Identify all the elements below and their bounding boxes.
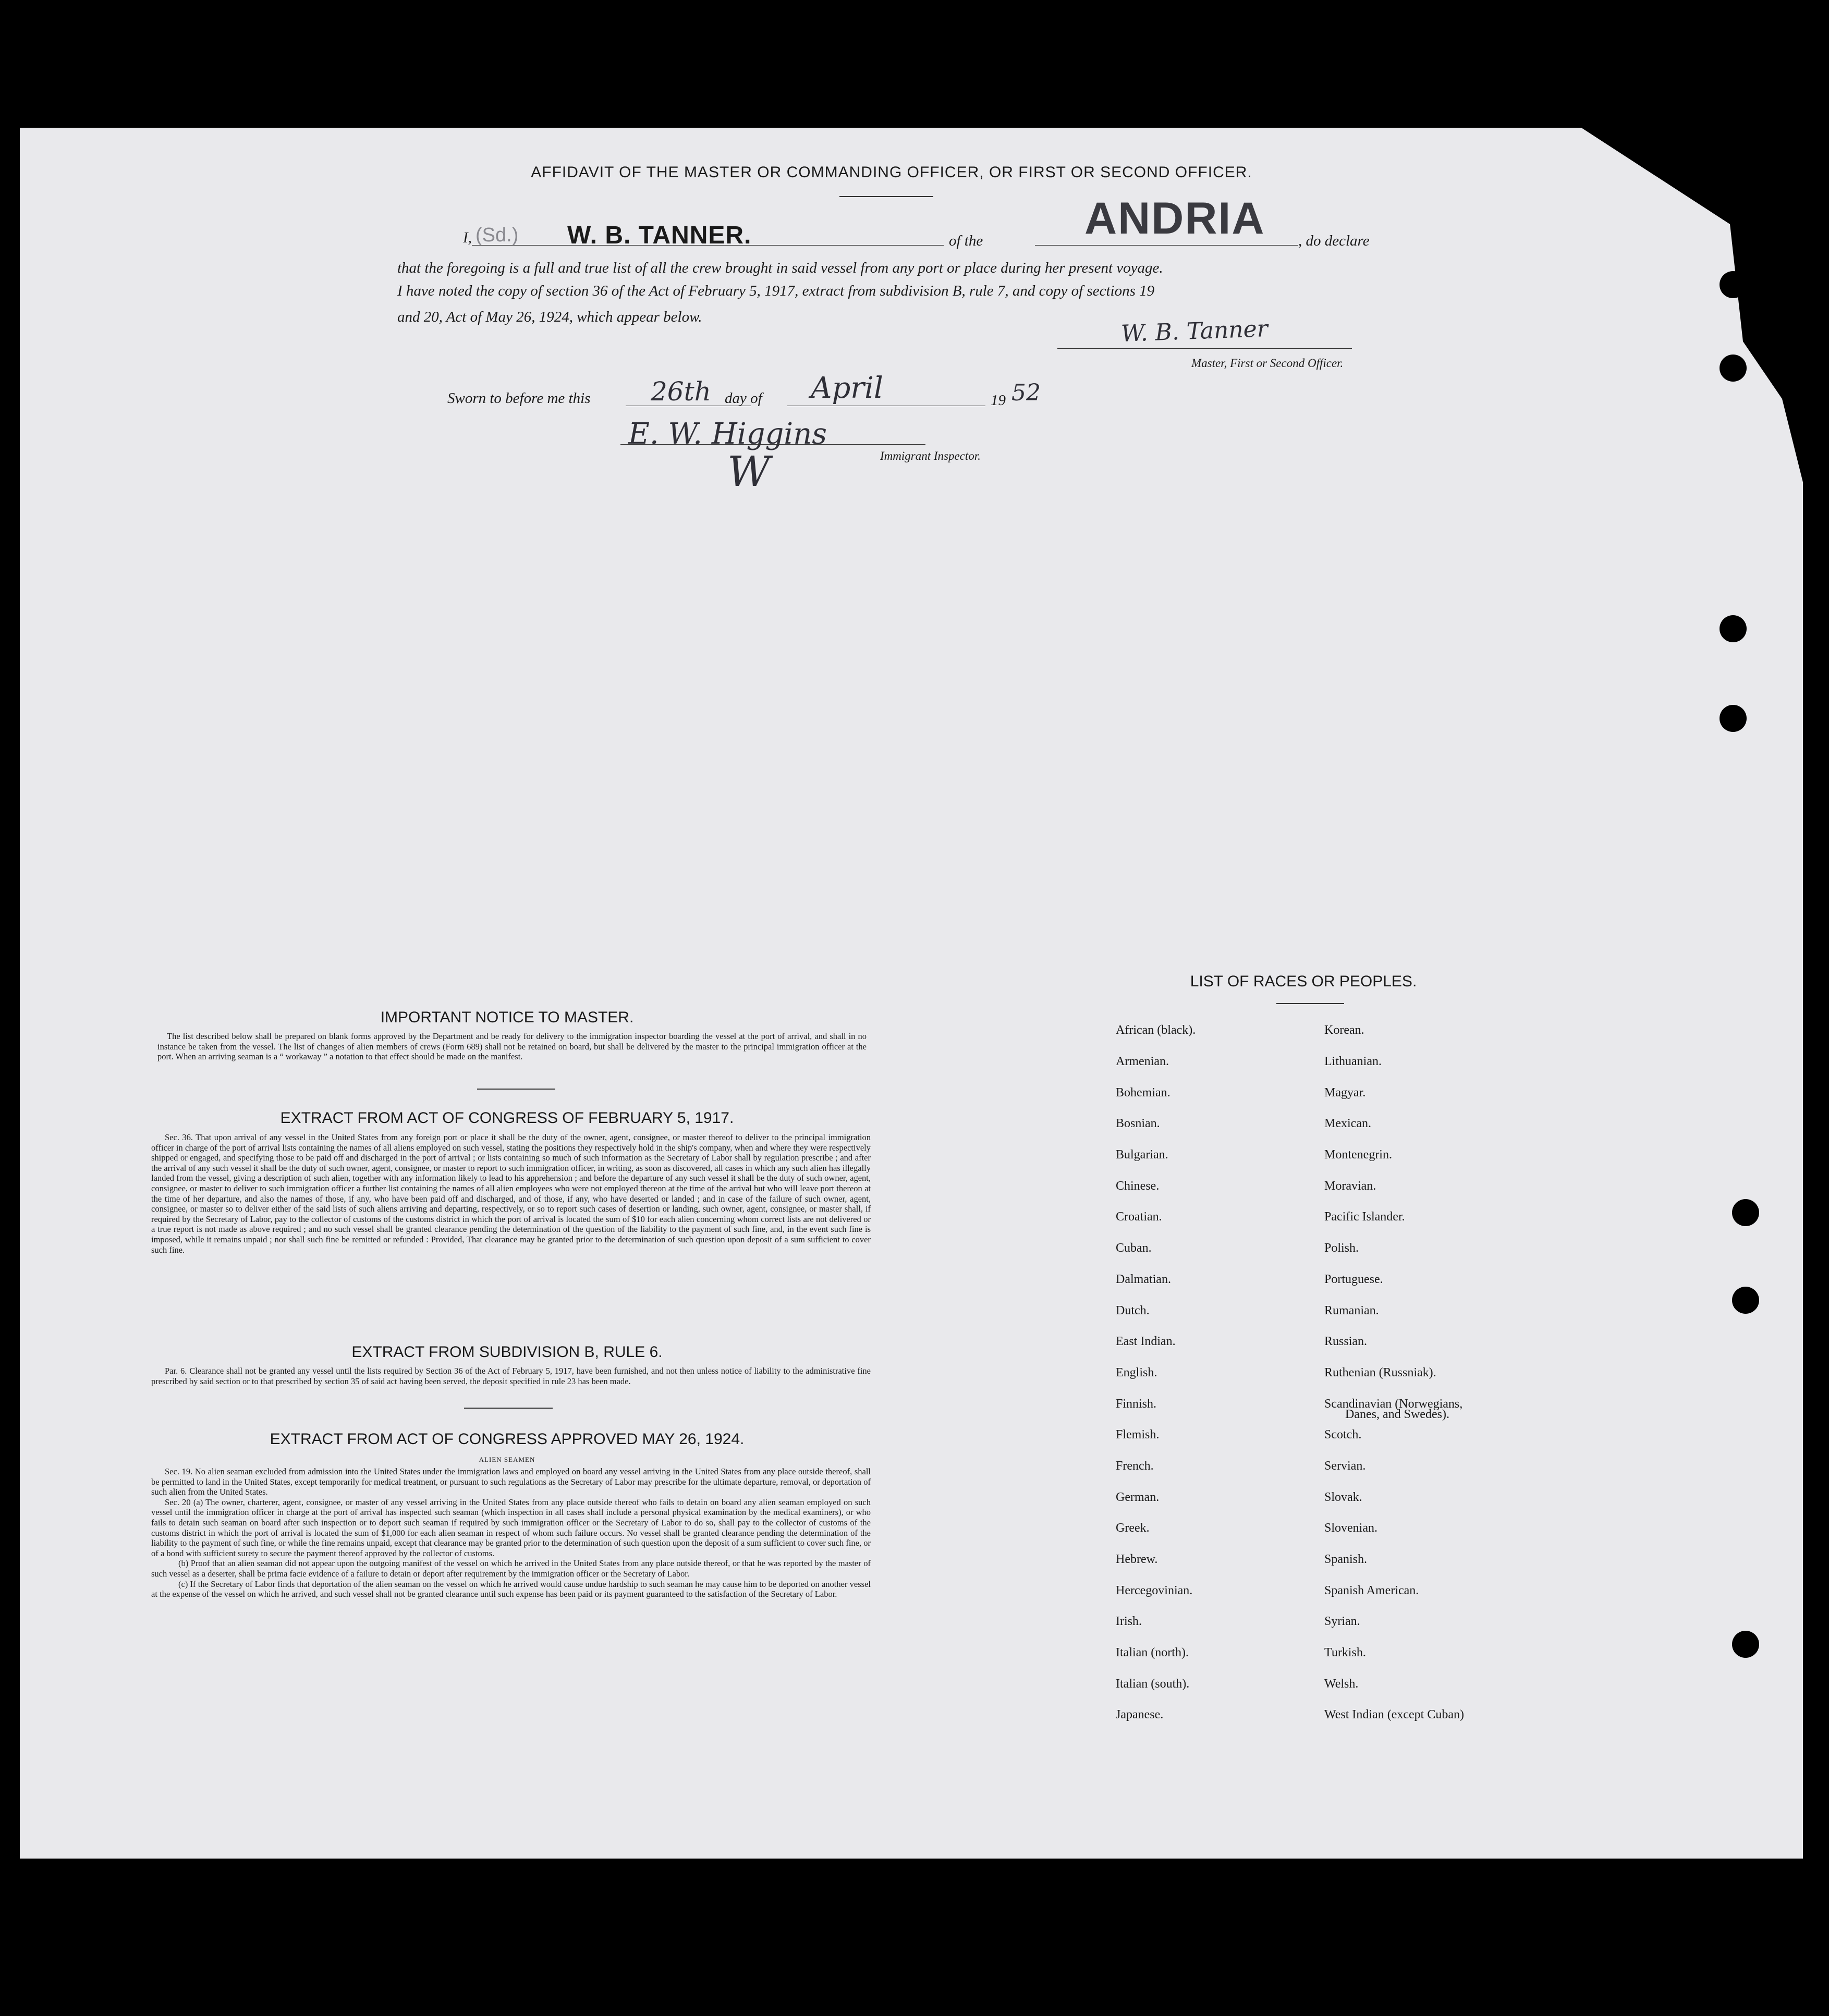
race-right: Montenegrin. (1324, 1148, 1392, 1162)
race-right: Pacific Islander. (1324, 1210, 1405, 1224)
races-row (1116, 1108, 1464, 1140)
races-row (1116, 1668, 1464, 1700)
race-left: Croatian. (1116, 1210, 1162, 1224)
races-row (1116, 1358, 1464, 1389)
punch-hole (1732, 1287, 1759, 1314)
race-right: Magyar. (1324, 1085, 1366, 1099)
races-row (1116, 1606, 1464, 1638)
races-row (1116, 1202, 1464, 1233)
race-right: Russian. (1324, 1335, 1368, 1349)
vessel-underline (1035, 245, 1298, 246)
race-left: Armenian. (1116, 1055, 1169, 1069)
punch-hole (1732, 1199, 1759, 1226)
sworn-day: 26th (651, 376, 711, 407)
notice-divider (477, 1089, 555, 1090)
race-left: African (black). (1116, 1023, 1196, 1037)
race-left: Irish. (1116, 1615, 1142, 1629)
race-left: East Indian. (1116, 1335, 1176, 1349)
inspector-caption: Immigrant Inspector. (880, 449, 981, 462)
race-left: Bulgarian. (1116, 1148, 1168, 1162)
race-right: Spanish American. (1324, 1583, 1419, 1597)
section-19-text: Sec. 19. No alien seaman excluded from admission into the United States under the immigration laws and employed on board any vessel arriving in the United States from any place outside thereof, shall be permitted to land in the United States, except temporarily for medical treatment, or pursuant to such regulations as the Secretary of Labor may prescribe for the ultimate departure, removal, or deportation of such alien from the United States. (151, 1467, 871, 1497)
races-row (1116, 1451, 1464, 1482)
section-20c-text: (c) If the Secretary of Labor finds that deportation of the alien seaman on the vessel on which he arrived would cause undue hardship to such seaman he may cause him to be deported on another vessel at the expense of the vessel on which he arrived, and such vessel shall not be granted clearance until such expense has been paid or its payment guaranteed to the satisfaction of the Secretary of Labor. (151, 1579, 871, 1599)
races-title: LIST OF RACES OR PEOPLES. (1190, 973, 1417, 990)
subdivision-divider (464, 1408, 553, 1409)
inspector-signature: E. W. Higgins (628, 417, 827, 451)
year-prefix: 19 (991, 392, 1006, 409)
races-row (1116, 1700, 1464, 1731)
races-row (1116, 1295, 1464, 1326)
race-left: Hebrew. (1116, 1553, 1158, 1567)
race-right: Polish. (1324, 1241, 1359, 1255)
races-row (1116, 1420, 1464, 1451)
races-row (1116, 1015, 1464, 1046)
race-left: Bohemian. (1116, 1085, 1170, 1099)
race-left: English. (1116, 1365, 1157, 1379)
races-row (1116, 1482, 1464, 1513)
sworn-prefix: Sworn to before me this (447, 390, 591, 407)
races-row (1116, 1264, 1464, 1296)
race-right: Korean. (1324, 1023, 1364, 1037)
races-table (1116, 1015, 1464, 1731)
notice-title: IMPORTANT NOTICE TO MASTER. (380, 1009, 634, 1026)
race-left: German. (1116, 1490, 1160, 1504)
races-row (1116, 1170, 1464, 1202)
races-row (1116, 1046, 1464, 1078)
race-left: Chinese. (1116, 1179, 1160, 1193)
race-left: Italian (south). (1116, 1677, 1190, 1691)
subdivision-title: EXTRACT FROM SUBDIVISION B, RULE 6. (351, 1343, 663, 1361)
race-right: Lithuanian. (1324, 1055, 1382, 1069)
race-left: Cuban. (1116, 1241, 1152, 1255)
races-row (1116, 1513, 1464, 1544)
affidavit-line-3: I have noted the copy of section 36 of the Act of February 5, 1917, extract from subdivision B, rule 7, and copy of sections 19 (397, 283, 1155, 299)
race-right: Ruthenian (Russniak). (1324, 1365, 1436, 1379)
races-row (1116, 1638, 1464, 1669)
race-left: Hercegovinian. (1116, 1583, 1193, 1597)
race-right: Syrian. (1324, 1615, 1360, 1629)
races-row (1116, 1140, 1464, 1171)
subdivision-text: Par. 6. Clearance shall not be granted any vessel until the lists required by Section 36 of the Act of February 5, 1917, have been furnished, and not then unless notice of liability to the administrative fine prescribed by said section or to that prescribed by section 35 of said act having been served, the deposit specified in rule 23 has been made. (151, 1366, 871, 1386)
race-right: Portuguese. (1324, 1272, 1383, 1286)
extract-1924-subtitle: ALIEN SEAMEN (479, 1456, 535, 1463)
race-left: Bosnian. (1116, 1117, 1160, 1131)
section-20a-text: Sec. 20 (a) The owner, charterer, agent, consignee, or master of any vessel arriving in the United States from any place outside thereof who fails to detain on board any alien seaman employed on such vessel until the immigration officer in charge at the port of arrival has inspected such seaman (which inspection in all cases shall include a personal physical examination by the medical examiners), or who fails to detain such seaman on board after such inspection or to deport such seaman if required by such immigration officer or the Secretary of Labor to do so, shall pay to the collector of customs of the customs district in which the port of arrival is located the sum of $1,000 for each alien seaman in respect of whom such failure occurs. No vessel shall be granted clearance pending the determination of the liability to the payment of such fine, or while the fine remains unpaid, except that clearance may be granted prior to the determination of such question upon the deposit of a sum sufficient to cover such fine, or of a bond with sufficient surety to secure the payment thereof approved by the collector of customs. (151, 1497, 871, 1558)
punch-hole (1720, 705, 1747, 732)
extract-1917-text: Sec. 36. That upon arrival of any vessel in the United States from any foreign port or place it shall be the duty of the owner, agent, consignee, or master thereof to deliver to the principal immigration officer in charge of the port of arrival lists containing the names of all aliens employed on such vessel, stating the positions they respectively hold in the ship's company, when and where they were respectively shipped or engaged, and specifying those to be paid off and discharged in the port of arrival ; or lists containing so much of such information as the Secretary of Labor shall by regulation prescribe ; and after the arrival of any such vessel it shall be the duty of such owner, agent, consignee, or master to report to such immigration officer, in writing, as soon as discovered, all cases in which any such alien has illegally landed from the vessel, giving a description of such alien, together with any information likely to lead to his apprehension ; and before the departure of any such vessel it shall be the duty of such owner, agent, consignee, or master to deliver to such immigration officer a further list containing the names of all alien employees who were not employed thereon at the time of the arrival but who will leave port thereon at the time of her departure, and also the names of those, if any, who have been paid off and discharged, and of those, if any, who have deserted or landed ; and in case of the failure of such owner, agent, consignee, or master so to deliver either of the said lists of such aliens arriving and departing, respectively, or so to report such cases of desertion or landing, such owner, agent, consignee, or master shall, if required by the Secretary of Labor, pay to the collector of customs of the customs district in which the port of arrival is located the sum of $10 for each alien concerning whom correct lists are not delivered or a true report is not made as above required ; and no such vessel shall be granted clearance pending the determination of the question of the liability to the payment of such fine, and, in the event such fine is imposed, while it remains unpaid ; nor shall such fine be remitted or refunded : Provided, That clearance may be granted prior to the determination of such question upon deposit of a sum sufficient to cover such fine. (151, 1132, 871, 1255)
punch-hole (1720, 615, 1747, 642)
affidavit-line-2: that the foregoing is a full and true list of all the crew brought in said vessel from any port or place during her present voyage. (397, 260, 1163, 276)
extract-1917-title: EXTRACT FROM ACT OF CONGRESS OF FEBRUARY 5, 1917. (280, 1109, 734, 1127)
races-table-body (1116, 1015, 1464, 1731)
race-right: Welsh. (1324, 1677, 1359, 1691)
race-right: Scandinavian (Norwegians, (1324, 1397, 1463, 1411)
races-row (1116, 1077, 1464, 1108)
sworn-month: April (811, 371, 883, 405)
day-of-label: day of (725, 390, 762, 407)
race-left: Finnish. (1116, 1397, 1157, 1411)
name-stamp: (Sd.) (475, 224, 519, 246)
race-right: Servian. (1324, 1459, 1366, 1473)
affidavit-title: AFFIDAVIT OF THE MASTER OR COMMANDING OFFICER, OR FIRST OR SECOND OFFICER. (531, 164, 1252, 181)
punch-hole (1720, 271, 1747, 298)
inspector-signature-line (620, 444, 925, 445)
races-scandinavian-continuation: Danes, and Swedes). (1345, 1408, 1449, 1421)
races-row (1116, 1575, 1464, 1606)
punch-hole (1732, 1631, 1759, 1658)
section-20b-text: (b) Proof that an alien seaman did not appear upon the outgoing manifest of the vessel on which he arrived in the United States from any place outside thereof, or that he was reported by the master of such vessel as a deserter, shall be prima facie evidence of a failure to detain or deport after requirement by the immigration officer or the Secretary of Labor. (151, 1558, 871, 1579)
master-signature-caption: Master, First or Second Officer. (1191, 357, 1344, 370)
races-divider (1276, 1003, 1344, 1004)
race-left: Flemish. (1116, 1428, 1160, 1442)
year-handwritten: 52 (1011, 380, 1041, 406)
race-left: Japanese. (1116, 1708, 1164, 1722)
affidavit-i-label: I, (463, 229, 472, 246)
master-signature-line (1057, 348, 1352, 349)
race-right: Spanish. (1324, 1553, 1368, 1567)
race-left: Italian (north). (1116, 1646, 1189, 1660)
affidavit-line-4: and 20, Act of May 26, 1924, which appear below. (397, 309, 702, 325)
race-left: Dutch. (1116, 1303, 1150, 1317)
races-row (1116, 1233, 1464, 1264)
title-divider (839, 196, 933, 197)
race-right: West Indian (except Cuban) (1324, 1708, 1464, 1722)
race-right: Moravian. (1324, 1179, 1376, 1193)
race-left: Dalmatian. (1116, 1272, 1171, 1286)
race-left: French. (1116, 1459, 1154, 1473)
race-right: Mexican. (1324, 1117, 1371, 1131)
extract-1924-title: EXTRACT FROM ACT OF CONGRESS APPROVED MAY 26, 1924. (270, 1431, 745, 1448)
race-left: Greek. (1116, 1521, 1150, 1535)
vessel-name: ANDRIA (1084, 193, 1265, 243)
race-right: Turkish. (1324, 1646, 1366, 1660)
do-declare-label: , do declare (1298, 233, 1370, 249)
race-right: Scotch. (1324, 1428, 1362, 1442)
race-right: Slovak. (1324, 1490, 1362, 1504)
races-row (1116, 1544, 1464, 1575)
extract-1924-sections (151, 1467, 871, 1599)
races-row (1116, 1326, 1464, 1358)
master-signature: W. B. Tanner (1120, 315, 1269, 347)
race-right: Slovenian. (1324, 1521, 1377, 1535)
punch-hole (1720, 355, 1747, 382)
name-underline (472, 245, 944, 246)
notice-text: The list described below shall be prepared on blank forms approved by the Department and be ready for delivery to the immigration inspector boarding the vessel at the port of arrival, and shall in no instance be taken from the vessel. The list of changes of alien members of crews (Form 689) shall not be retained on board, but shall be delivered by the master to the principal immigration officer at the port. When an arriving seaman is a “ workaway ” a notation to that effect should be made on the manifest. (157, 1031, 867, 1062)
race-right: Rumanian. (1324, 1303, 1379, 1317)
of-the-label: of the (949, 233, 983, 249)
inspector-signature-flourish: W (727, 447, 771, 496)
master-name: W. B. TANNER. (567, 222, 752, 249)
